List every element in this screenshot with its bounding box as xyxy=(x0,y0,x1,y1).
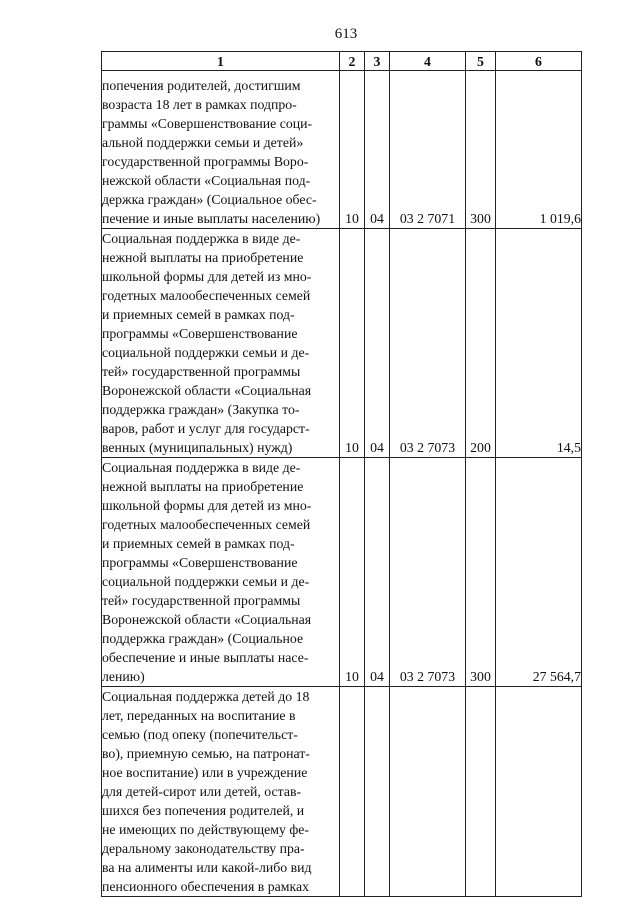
description-line: государственной программы Воро- xyxy=(102,154,309,169)
table-row xyxy=(102,687,582,897)
cell-expense-type: 300 xyxy=(466,458,496,687)
cell-subsection: 04 xyxy=(365,71,390,229)
description-line: пенсионного обеспечения в рамках xyxy=(102,879,309,894)
description-line: ное воспитание) или в учреждение xyxy=(102,765,308,780)
cell-section xyxy=(340,687,365,897)
column-header-expense-type: 5 xyxy=(466,52,496,71)
description-line: альной поддержки семьи и детей» xyxy=(102,135,304,150)
description-line: варов, работ и услуг для государст- xyxy=(102,421,310,436)
cell-section: 10 xyxy=(340,71,365,229)
description-line: возраста 18 лет в рамках подпро- xyxy=(102,97,297,112)
column-header-target-article: 4 xyxy=(390,52,466,71)
description-line: годетных малообеспеченных семей xyxy=(102,517,311,532)
description-line: годетных малообеспеченных семей xyxy=(102,288,311,303)
description-line: социальной поддержки семьи и де- xyxy=(102,574,310,589)
description-line: школьной формы для детей из мно- xyxy=(102,498,312,513)
description-line: тей» государственной программы xyxy=(102,593,301,608)
description-line: программы «Совершенствование xyxy=(102,555,298,570)
cell-expense-type xyxy=(466,687,496,897)
description-line: и приемных семей в рамках под- xyxy=(102,536,295,551)
table-row xyxy=(102,458,582,687)
cell-amount xyxy=(496,687,582,897)
description-line: для детей-сирот или детей, остав- xyxy=(102,784,302,799)
description-line: программы «Совершенствование xyxy=(102,326,298,341)
cell-target-article: 03 2 7073 xyxy=(390,458,466,687)
table-row xyxy=(102,71,582,229)
description-line: тей» государственной программы xyxy=(102,364,301,379)
row-description xyxy=(102,458,340,687)
budget-table xyxy=(101,51,582,897)
cell-expense-type: 300 xyxy=(466,71,496,229)
cell-target-article: 03 2 7071 xyxy=(390,71,466,229)
row-description xyxy=(102,687,340,897)
cell-amount: 27 564,7 xyxy=(496,458,582,687)
page-number: 613 xyxy=(334,26,358,42)
description-line: нежной выплаты на приобретение xyxy=(102,479,304,494)
cell-amount: 1 019,6 xyxy=(496,71,582,229)
column-header-amount: 6 xyxy=(496,52,582,71)
cell-section: 10 xyxy=(340,458,365,687)
description-line: семью (под опеку (попечительст- xyxy=(102,727,298,742)
description-line: нежной выплаты на приобретение xyxy=(102,250,304,265)
description-line: шихся без попечения родителей, и xyxy=(102,803,305,818)
description-line: Социальная поддержка в виде де- xyxy=(102,460,301,475)
description-line: ва на алименты или какой-либо вид xyxy=(102,860,312,875)
description-line: лению) xyxy=(102,669,145,684)
cell-subsection xyxy=(365,687,390,897)
description-line: Социальная поддержка в виде де- xyxy=(102,231,301,246)
cell-subsection: 04 xyxy=(365,458,390,687)
description-line: лет, переданных на воспитание в xyxy=(102,708,296,723)
row-description xyxy=(102,71,340,229)
description-line: граммы «Совершенствование соци- xyxy=(102,116,313,131)
column-header-name: 1 xyxy=(102,52,340,71)
description-line: деральному законодательству пра- xyxy=(102,841,305,856)
description-line: поддержка граждан» (Социальное xyxy=(102,631,304,646)
cell-subsection: 04 xyxy=(365,229,390,458)
cell-section: 10 xyxy=(340,229,365,458)
description-line: школьной формы для детей из мно- xyxy=(102,269,312,284)
column-header-section: 2 xyxy=(340,52,365,71)
description-line: попечения родителей, достигшим xyxy=(102,78,301,93)
description-line: и приемных семей в рамках под- xyxy=(102,307,295,322)
description-line: поддержка граждан» (Закупка то- xyxy=(102,402,300,417)
description-line: во), приемную семью, на патронат- xyxy=(102,746,310,761)
description-line: венных (муниципальных) нужд) xyxy=(102,440,293,455)
description-line: держка граждан» (Социальное обес- xyxy=(102,192,317,207)
table-header-row xyxy=(102,52,582,71)
table-row xyxy=(102,229,582,458)
cell-expense-type: 200 xyxy=(466,229,496,458)
cell-target-article xyxy=(390,687,466,897)
column-header-subsection: 3 xyxy=(365,52,390,71)
cell-target-article: 03 2 7073 xyxy=(390,229,466,458)
description-line: социальной поддержки семьи и де- xyxy=(102,345,310,360)
description-line: Воронежской области «Социальная xyxy=(102,383,312,398)
description-line: Воронежской области «Социальная xyxy=(102,612,312,627)
description-line: обеспечение и иные выплаты насе- xyxy=(102,650,309,665)
description-line: Социальная поддержка детей до 18 xyxy=(102,689,310,704)
description-line: не имеющих по действующему фе- xyxy=(102,822,310,837)
description-line: печение и иные выплаты населению) xyxy=(102,211,321,226)
cell-amount: 14,5 xyxy=(496,229,582,458)
row-description xyxy=(102,229,340,458)
description-line: нежской области «Социальная под- xyxy=(102,173,311,188)
